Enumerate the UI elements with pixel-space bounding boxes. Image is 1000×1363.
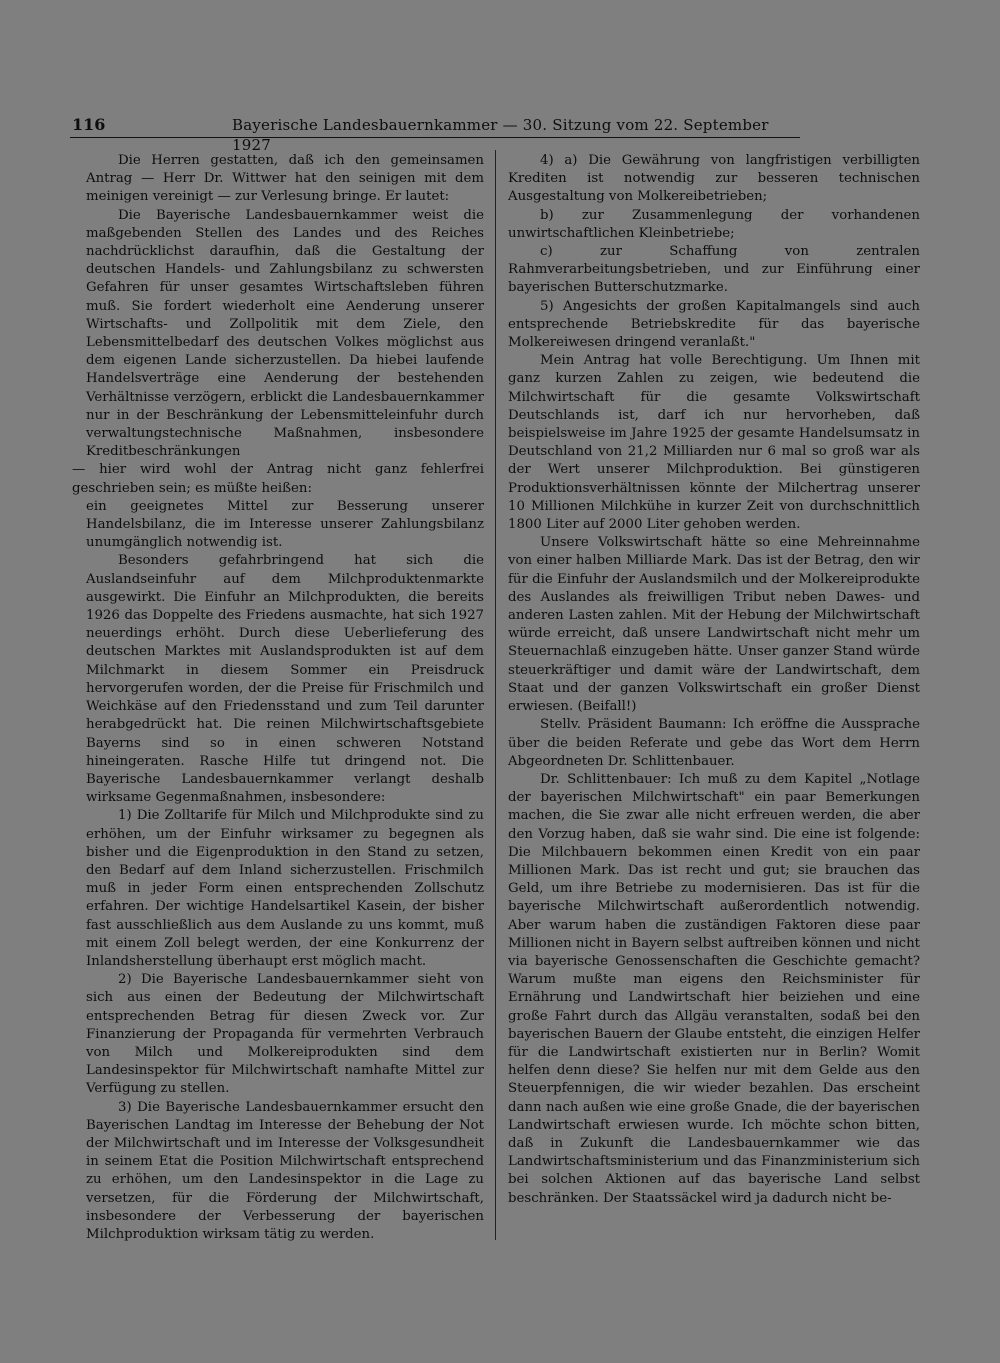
numbered-item: 4) a) Die Gewährung von langfristigen verbilligten Krediten ist notwendig zur besseren technischen Ausgestaltung von Molkereibetrieben; [508, 153, 920, 205]
quoted-motion: Die Bayerische Landesbauernkammer weist die maßgebenden Stellen des Landes und des Reiches nachdrücklichst daraufhin, daß die Gestaltung der deutschen Handels- und Zahlungsbilanz zu schwersten Gefahren für unser gesamtes Wirtschaftsleben führen muß. Sie fordert wiederholt eine Aenderung unserer Wirtschafts- und Zollpolitik mit dem Ziele, den Lebensmittelbedarf des deutschen Volkes möglichst aus dem eigenen Lande sicherzustellen. Da hiebei laufende Handelsverträge eine Aenderung der bestehenden Verhältnisse verzögern, erblickt die Landesbauernkammer nur in der Beschränkung der Lebensmitteleinfuhr durch verwaltungstechnische Maßnahmen, insbesondere Kreditbeschränkungen [86, 207, 484, 460]
paragraph: Unsere Volkswirtschaft hätte so eine Mehreinnahme von einer halben Milliarde Mark. Das ist der Betrag, den wir für die Einfuhr der Auslandsmilch und der Molkereiprodukte des Auslandes als freiwilligen Tribut neben Dawes- und anderen Lasten zahlen. Mit der Hebung der Milchwirtschaft würde erreicht, daß unsere Landwirtschaft nicht mehr um Steuernachlaß einzugeben hätte. Unser ganzer Stand würde steuerkräftiger und damit wäre der Landwirtschaft, dem Staat und der ganzen Volkswirtschaft ein großer Dienst erwiesen. (Beifall!) [508, 535, 920, 715]
numbered-item: 2) Die Bayerische Landesbauernkammer sieht von sich aus einen der Bedeutung der Milchwirtschaft entsprechenden Betrag für diesen Zweck vor. Zur Finanzierung der Propaganda für vermehrten Verbrauch von Milch und Molkereiprodukten sind dem Landesinspektor für Milchwirtschaft namhafte Mittel zur Verfügung zu stellen. [86, 972, 484, 1097]
paragraph: Besonders gefahrbringend hat sich die Auslandseinfuhr auf dem Milchproduktenmarkte ausgewirkt. Die Einfuhr an Milchprodukten, die bereits 1926 das Doppelte des Friedens ausmachte, hat sich 1927 neuerdings erhöht. Durch diese Ueberlieferung des deutschen Marktes mit Auslandsprodukten ist auf dem Milchmarkt in diesem Sommer ein Preisdruck hervorgerufen worden, der die Preise für Frischmilch und Weichkäse auf den Friedensstand und zum Teil darunter herabgedrückt hat. Die reinen Milchwirtschaftsgebiete Bayerns sind so in einen schweren Notstand hineingeraten. Rasche Hilfe tut dringend not. Die Bayerische Landesbauernkammer verlangt deshalb wirksame Gegenmaßnahmen, insbesondere: [86, 553, 484, 806]
left-column [72, 152, 484, 1244]
numbered-item: 5) Angesichts der großen Kapitalmangels sind auch entsprechende Betriebskredite für das bayerische Molkereiwesen dringend veranlaßt." [508, 298, 920, 351]
speaker-paragraph: Dr. Schlittenbauer: Ich muß zu dem Kapitel „Notlage der bayerischen Milchwirtschaft" ein paar Bemerkungen machen, die Sie zwar alle nicht erfreuen werden, die aber den Vorzug haben, daß sie wahr sind. Die eine ist folgende: Die Milchbauern bekommen einen Kredit von ein paar Millionen Mark. Das ist recht und gut; sie brauchen das Geld, um ihre Betriebe zu modernisieren. Das ist für die bayerische Milchwirtschaft außerordentlich notwendig. Aber warum haben die zuständigen Faktoren diese paar Millionen nicht in Bayern selbst auftreiben können und nicht via bayerische Genossenschaften die Geschichte gemacht? Warum mußte man eigens den Reichsminister für Ernährung und Landwirtschaft hier beiziehen und eine große Fahrt durch das Allgäu veranstalten, sodaß bei den bayerischen Bauern der Glaube entsteht, die einzigen Helfer für die Landwirtschaft existierten nur in Berlin? Womit helfen denn diese? Sie helfen nur mit dem Gelde aus den Steuerpfennigen, die wir wieder bezahlen. Das erscheint dann nach außen wie eine große Gnade, die der bayerischen Landwirtschaft erwiesen wurde. Ich möchte schon bitten, daß in Zukunft die Landesbauernkammer wie das Landwirtschaftsministerium und das Finanzministerium sich bei solchen Aktionen auf das bayerische Land selbst beschränken. Der Staatssäckel wird ja dadurch nicht be- [508, 771, 920, 1206]
running-title: Bayerische Landesbauernkammer — 30. Sitzung vom 22. September 1927 [232, 116, 769, 154]
numbered-item: 1) Die Zolltarife für Milch und Milchprodukte sind zu erhöhen, um der Einfuhr wirksamer zu begegnen als bisher und die Eigenproduktion in den Stand zu setzen, den Bedarf auf dem Inland sicherzustellen. Frischmilch muß in jeder Form einen entsprechenden Zollschutz erfahren. Der wichtige Handelsartikel Kasein, der bisher fast ausschließlich aus dem Auslande zu uns kommt, muß mit einem Zoll belegt werden, der eine Konkurrenz der Inlandsherstellung überhaupt erst möglich macht. [86, 808, 484, 969]
running-header [70, 115, 800, 154]
speaker-paragraph: Stellv. Präsident Baumann: Ich eröffne die Aussprache über die beiden Referate und gebe das Wort dem Herrn Abgeordneten Dr. Schlittenbauer. [508, 717, 920, 769]
paragraph: Die Herren gestatten, daß ich den gemeinsamen Antrag — Herr Dr. Wittwer hat den seinigen mit dem meinigen vereinigt — zur Verlesung bringe. Er lautet: [86, 153, 484, 205]
page-number: 116 [72, 115, 106, 134]
interjection: — hier wird wohl der Antrag nicht ganz fehlerfrei geschrieben sein; es müßte heißen: [72, 462, 484, 496]
paragraph: Mein Antrag hat volle Berechtigung. Um Ihnen mit ganz kurzen Zahlen zu zeigen, wie bedeutend die Milchwirtschaft für die gesamte Volkswirtschaft Deutschlands ist, darf ich nur hervorheben, daß beispielsweise im Jahre 1925 der gesamte Handelsumsatz in Deutschland von 21,2 Milliarden nur 6 mal so groß war als der Wert unserer Milchproduktion. Bei günstigeren Produktionsverhältnissen könnte der Milchertrag unserer 10 Millionen Milchkühe in kurzer Zeit von durchschnittlich 1800 Liter auf 2000 Liter gehoben werden. [508, 353, 920, 533]
quoted-motion: ein geeignetes Mittel zur Besserung unserer Handelsbilanz, die im Interesse unserer Zahlungsbilanz unumgänglich notwendig ist. [86, 498, 484, 551]
numbered-item: 3) Die Bayerische Landesbauernkammer ersucht den Bayerischen Landtag im Interesse der Behebung der Not der Milchwirtschaft und im Interesse der Volksgesundheit in seinem Etat die Position Milchwirtschaft entsprechend zu erhöhen, um den Landesinspektor in die Lage zu versetzen, für die Förderung der Milchwirtschaft, insbesondere der Verbesserung der bayerischen Milchproduktion wirksam tätig zu werden. [86, 1099, 484, 1242]
column-divider [495, 150, 496, 1240]
numbered-item: c) zur Schaffung von zentralen Rahmverarbeitungsbetrieben, und zur Einführung einer bayerischen Butterschutzmarke. [508, 244, 920, 296]
right-column [508, 152, 920, 1208]
numbered-item: b) zur Zusammenlegung der vorhandenen unwirtschaftlichen Kleinbetriebe; [508, 207, 920, 241]
